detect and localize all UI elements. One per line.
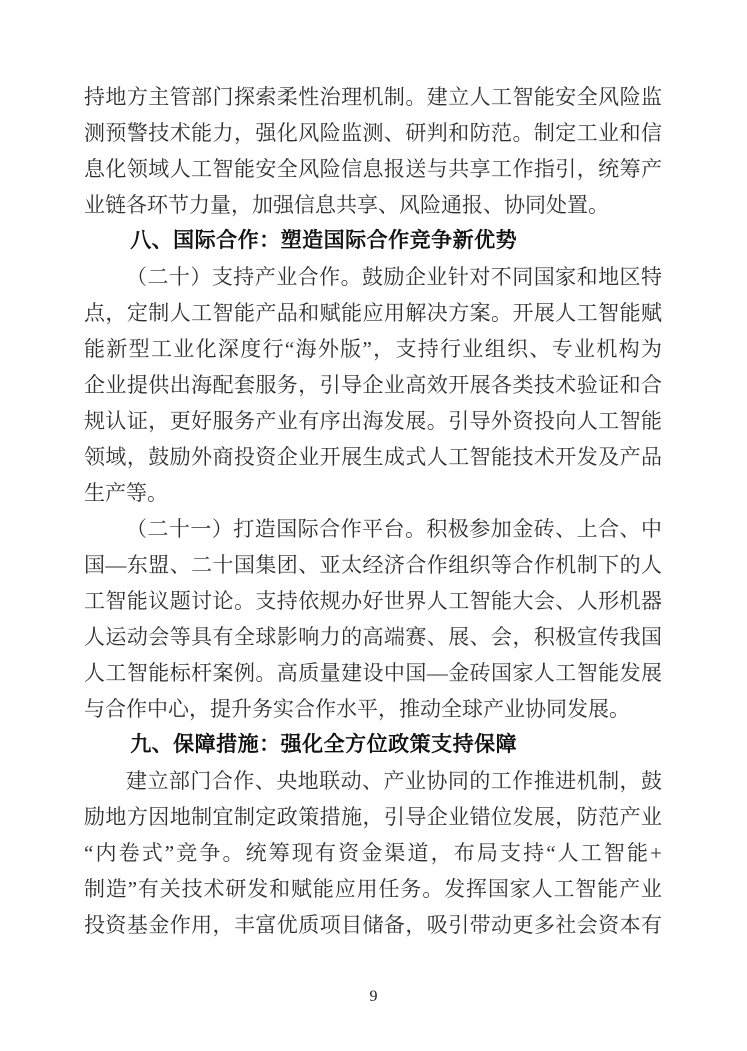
body-text-line: 生产等。: [84, 481, 168, 505]
page-number: 9: [369, 988, 378, 1005]
body-text-line: 人工智能标杆案例。高质量建设中国—金砖国家人工智能发展: [84, 661, 662, 685]
section-heading-international-cooperation: 八、国际合作：塑造国际合作竞争新优势: [130, 229, 518, 252]
body-text-line: 测预警技术能力，强化风险监测、研判和防范。制定工业和信: [84, 121, 662, 145]
body-text-line: 励地方因地制宜制定政策措施，引导企业错位发展，防范产业: [84, 805, 662, 829]
body-text-line: 企业提供出海配套服务，引导企业高效开展各类技术验证和合: [84, 373, 662, 397]
body-text-line: （二十一）打造国际合作平台。积极参加金砖、上合、中: [126, 517, 662, 541]
body-text-line: 人运动会等具有全球影响力的高端赛、展、会，积极宣传我国: [84, 625, 662, 649]
body-text-line: 息化领域人工智能安全风险信息报送与共享工作指引，统筹产: [84, 157, 662, 181]
body-text-line: 建立部门合作、央地联动、产业协同的工作推进机制，鼓: [126, 769, 662, 793]
body-text-line: 与合作中心，提升务实合作水平，推动全球产业协同发展。: [84, 697, 630, 721]
body-text-line: 持地方主管部门探索柔性治理机制。建立人工智能安全风险监: [84, 85, 662, 109]
body-text-line: “内卷式”竞争。统筹现有资金渠道，布局支持“人工智能+: [84, 841, 662, 865]
body-text-line: 国—东盟、二十国集团、亚太经济合作组织等合作机制下的人: [84, 553, 662, 577]
body-text-line: 规认证，更好服务产业有序出海发展。引导外资投向人工智能: [84, 409, 662, 433]
body-text-line: 领域，鼓励外商投资企业开展生成式人工智能技术开发及产品: [84, 445, 662, 469]
body-text-line: 点，定制人工智能产品和赋能应用解决方案。开展人工智能赋: [84, 301, 662, 325]
body-text-line: 能新型工业化深度行“海外版”，支持行业组织、专业机构为: [84, 337, 662, 361]
body-text-line: 业链各环节力量，加强信息共享、风险通报、协同处置。: [84, 193, 609, 217]
document-text-block: [84, 79, 662, 943]
section-heading-safeguard-measures: 九、保障措施：强化全方位政策支持保障: [130, 733, 518, 756]
body-text-line: 工智能议题讨论。支持依规办好世界人工智能大会、人形机器: [84, 589, 662, 613]
body-text-line: 制造”有关技术研发和赋能应用任务。发挥国家人工智能产业: [84, 877, 662, 901]
body-text-line: （二十）支持产业合作。鼓励企业针对不同国家和地区特: [126, 265, 662, 289]
body-text-line: 投资基金作用，丰富优质项目储备，吸引带动更多社会资本有: [84, 913, 662, 937]
